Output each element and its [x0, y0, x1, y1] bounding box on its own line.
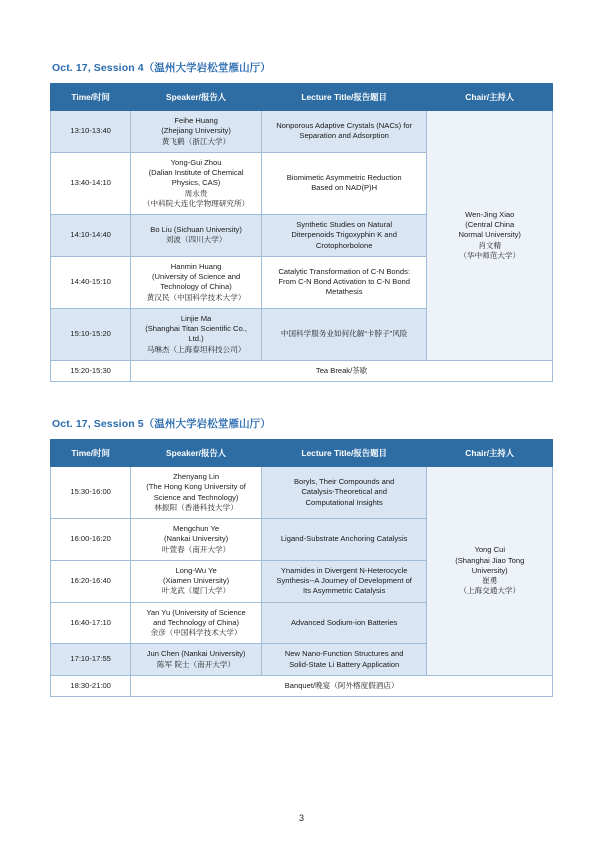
cell-break-label: Tea Break/茶歇: [131, 360, 553, 381]
cell-speaker: Yan Yu (University of Science and Technology of China) 余彦（中国科学技术大学）: [131, 602, 262, 644]
session5-table: [50, 439, 553, 697]
cell-time: 13:40-14:10: [51, 152, 131, 214]
page-number: 3: [298, 813, 304, 823]
cell-speaker: Hanmin Huang (University of Science and Technology of China) 黄汉民（中国科学技术大学）: [131, 256, 262, 308]
header-title: Lecture Title/报告题目: [261, 440, 427, 467]
session4-table: [50, 83, 553, 382]
cell-lecture-title: Catalytic Transformation of C-N Bonds: From C-N Bond Activation to C-N Bond Metathesis: [261, 256, 427, 308]
cell-time: 16:20-16:40: [51, 560, 131, 602]
cell-lecture-title: Advanced Sodium-ion Batteries: [261, 602, 427, 644]
table-header-row: [51, 84, 553, 111]
section-spacer: [50, 382, 553, 416]
session5-title: Oct. 17, Session 5（温州大学岩松堂雁山厅）: [52, 418, 271, 430]
cell-time: 16:00-16:20: [51, 519, 131, 561]
table-row: [51, 111, 553, 153]
cell-time: 17:10-17:55: [51, 644, 131, 676]
header-time: Time/时间: [51, 440, 131, 467]
table-header-row: [51, 440, 553, 467]
header-chair: Chair/主持人: [427, 440, 553, 467]
cell-speaker: Feihe Huang (Zhejiang University) 黄飞鹤（浙江大学）: [131, 111, 262, 153]
cell-chair: Yong Cui (Shanghai Jiao Tong University) 崔勇 （上海交通大学）: [427, 467, 553, 676]
cell-lecture-title: 中国科学服务业如何化解“卡脖子”风险: [261, 308, 427, 360]
cell-time: 16:40-17:10: [51, 602, 131, 644]
cell-lecture-title: Ligand-Substrate Anchoring Catalysis: [261, 519, 427, 561]
cell-time: 15:20-15:30: [51, 360, 131, 381]
cell-time: 13:10-13:40: [51, 111, 131, 153]
header-title: Lecture Title/报告题目: [261, 84, 427, 111]
header-speaker: Speaker/报告人: [131, 84, 262, 111]
cell-time: 15:30-16:00: [51, 467, 131, 519]
cell-speaker: Long-Wu Ye (Xiamen University) 叶龙武（厦门大学）: [131, 560, 262, 602]
session4-title: Oct. 17, Session 4（温州大学岩松堂雁山厅）: [52, 62, 271, 74]
cell-time: 14:40-15:10: [51, 256, 131, 308]
header-time: Time/时间: [51, 84, 131, 111]
cell-speaker: Linjie Ma (Shanghai Titan Scientific Co., Ltd.) 马琳杰（上海泰坦科技公司）: [131, 308, 262, 360]
cell-time: 15:10-15:20: [51, 308, 131, 360]
cell-speaker: Mengchun Ye (Nankai University) 叶萱春（南开大学）: [131, 519, 262, 561]
cell-speaker: Zhenyang Lin (The Hong Kong University of Science and Technology) 林振阳（香港科技大学）: [131, 467, 262, 519]
header-chair: Chair/主持人: [427, 84, 553, 111]
cell-time: 14:10-14:40: [51, 215, 131, 257]
table-row-break: [51, 675, 553, 696]
cell-break-label: Banquet/晚宴（阿外楁度假酒店）: [131, 675, 553, 696]
table-row-break: [51, 360, 553, 381]
cell-lecture-title: Boryls, Their Compounds and Catalysis-Theoretical and Computational Insights: [261, 467, 427, 519]
table-row: [51, 467, 553, 519]
cell-time: 18:30-21:00: [51, 675, 131, 696]
cell-lecture-title: Synthetic Studies on Natural Diterpenoids Trigoxyphin K and Crotophorbolone: [261, 215, 427, 257]
cell-speaker: Bo Liu (Sichuan University) 刘波（四川大学）: [131, 215, 262, 257]
cell-lecture-title: Ynamides in Divergent N-Heterocycle Synthesis--A Journey of Development of Its Asymmetric Catalysis: [261, 560, 427, 602]
cell-speaker: Yong-Gui Zhou (Dalian Institute of Chemical Physics, CAS) 周永贵 （中科院大连化学物理研究所）: [131, 152, 262, 214]
cell-lecture-title: Nonporous Adaptive Crystals (NACs) for Separation and Adsorption: [261, 111, 427, 153]
cell-lecture-title: Biomimetic Asymmetric Reduction Based on NAD(P)H: [261, 152, 427, 214]
cell-speaker: Jun Chen (Nankai University) 陈军 院士（南开大学）: [131, 644, 262, 676]
cell-lecture-title: New Nano-Function Structures and Solid-State Li Battery Application: [261, 644, 427, 676]
cell-chair: Wen-Jing Xiao (Central China Normal University) 肖文精 （华中师范大学）: [427, 111, 553, 361]
header-speaker: Speaker/报告人: [131, 440, 262, 467]
